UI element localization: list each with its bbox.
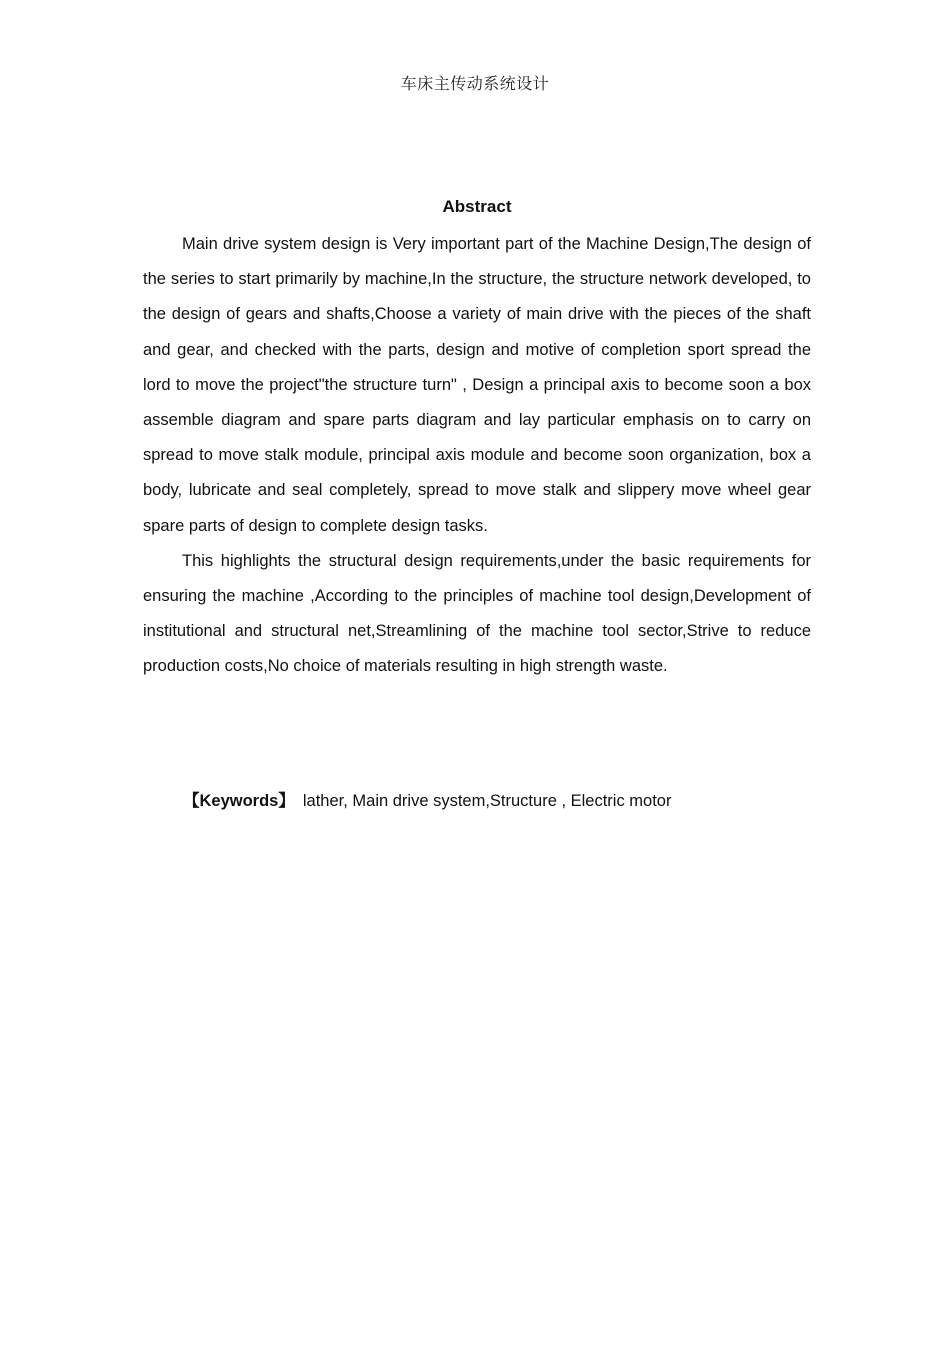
abstract-paragraph-2: This highlights the structural design requirements,under the basic requirements for ensuring the machine ,According to the principles of machine tool design,Development of institutional and structural net,Streamlining of the machine tool sector,Strive to reduce production costs,No choice of materials resulting in high strength waste. [143,551,811,676]
running-header-title: 车床主传动系统设计 [400,74,550,93]
keywords-line [183,788,671,814]
abstract-paragraph-1: Main drive system design is Very important part of the Machine Design,The design of the series to start primarily by machine,In the structure, the structure network developed, to the design of gears and shafts,Choose a variety of main drive with the pieces of the shaft and gear, and checked with the parts, design and motive of completion sport spread the lord to move the project"the structure turn" , Design a principal axis to become soon a box assemble diagram and spare parts diagram and lay particular emphasis on to carry on spread to move stalk module, principal axis module and become soon organization, box a body, lubricate and seal completely, spread to move stalk and slippery move wheel gear spare parts of design to complete design tasks. [143,235,811,535]
abstract-section [143,195,811,685]
keywords-value: lather, Main drive system,Structure , Electric motor [302,792,672,810]
keywords-label: 【Keywords】 [183,792,295,810]
abstract-heading: Abstract [442,197,512,216]
